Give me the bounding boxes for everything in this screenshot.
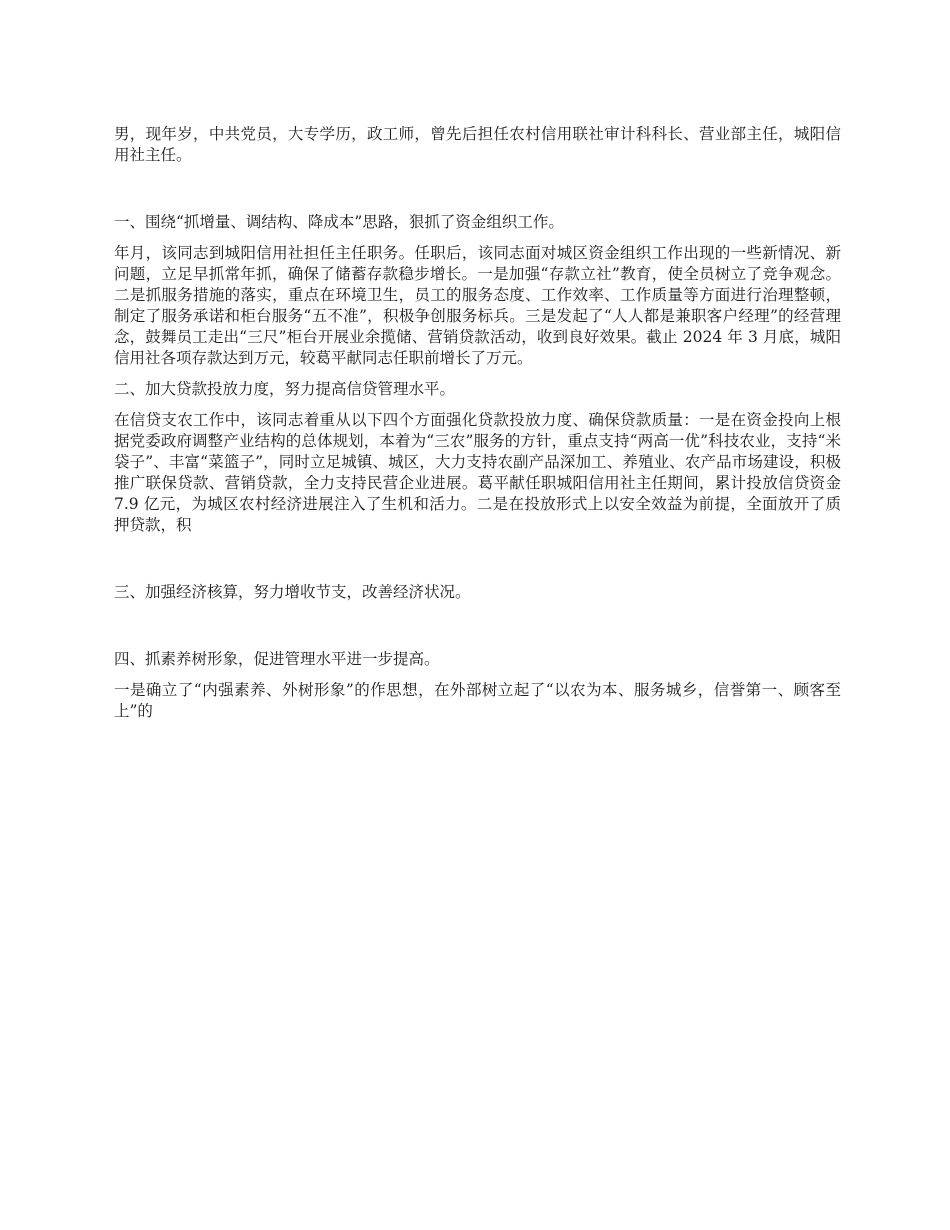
section-2-body: 在信贷支农工作中，该同志着重从以下四个方面强化贷款投放力度、确保贷款质量：一是在资金投向上根据党委政府调整产业结构的总体规划，本着为“三农”服务的方针，重点支持“两高一优”科技农业，支持“米袋子”、丰富“菜篮子”，同时立足城镇、城区，大力支持农副产品深加工、养殖业、农产品市场建设，积极推广联保贷款、营销贷款，全力支持民营企业进展。葛平献任职城阳信用社主任期间，累计投放信贷资金 7.9 亿元，为城区农村经济进展注入了生机和活力。二是在投放形式上以安全效益为前提，全面放开了质押贷款，积	[114, 411, 841, 534]
section-4-heading: 四、抓素养树形象，促进管理水平进一步提高。	[114, 650, 440, 668]
section-3-heading: 三、加强经济核算，努力增收节支，改善经济状况。	[114, 583, 471, 601]
document-page	[114, 124, 841, 732]
section-1-heading: 一、围绕“抓增量、调结构、降成本”思路，狠抓了资金组织工作。	[114, 213, 564, 231]
section-4-body: 一是确立了“内强素养、外树形象”的作思想，在外部树立起了“以农为本、服务城乡，信誉第一、顾客至上”的	[114, 681, 841, 720]
section-1-body: 年月，该同志到城阳信用社担任主任职务。任职后，该同志面对城区资金组织工作出现的一些新情况、新问题，立足早抓常年抓，确保了储蓄存款稳步增长。一是加强“存款立社”教育，使全员树立了竞争观念。二是抓服务措施的落实，重点在环境卫生，员工的服务态度、工作效率、工作质量等方面进行治理整顿，制定了服务承诺和柜台服务“五不准”，积极争创服务标兵。三是发起了“人人都是兼职客户经理”的经营理念，鼓舞员工走出“三尺”柜台开展业余揽储、营销贷款活动，收到良好效果。截止 2024 年 3 月底，城阳信用社各项存款达到万元，较葛平献同志任职前增长了万元。	[114, 244, 841, 367]
section-2-heading: 二、加大贷款投放力度，努力提高信贷管理水平。	[114, 380, 456, 398]
intro-paragraph: 男，现年岁，中共党员，大专学历，政工师，曾先后担任农村信用联社审计科科长、营业部主任，城阳信用社主任。	[114, 125, 841, 164]
